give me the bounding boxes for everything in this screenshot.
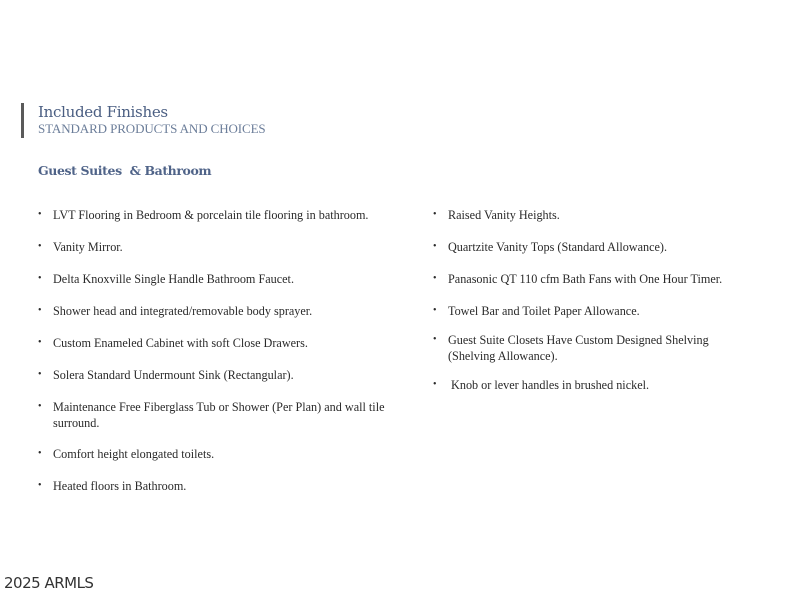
list-item: [433, 303, 640, 319]
list-item: [433, 377, 649, 393]
list-item-text: Knob or lever handles in brushed nickel.: [448, 378, 650, 392]
list-item: [38, 207, 368, 223]
list-item-text: Towel Bar and Toilet Paper Allowance.: [448, 304, 640, 318]
list-item: [38, 367, 294, 383]
list-item-text: Raised Vanity Heights.: [448, 208, 560, 222]
page-title: Included Finishes: [38, 103, 168, 121]
bullet-icon: •: [433, 379, 437, 390]
bullet-icon: •: [433, 334, 437, 345]
list-item-text: Panasonic QT 110 cfm Bath Fans with One Hour Timer.: [448, 272, 723, 286]
section-title: Guest Suites & Bathroom: [38, 163, 212, 178]
list-item: [433, 207, 560, 223]
bullet-icon: •: [38, 337, 42, 348]
list-item-text: Shower head and integrated/removable body sprayer.: [53, 304, 313, 318]
list-item-text: LVT Flooring in Bedroom & porcelain tile flooring in bathroom.: [53, 208, 369, 222]
header-block: [21, 103, 266, 138]
bullet-icon: •: [433, 241, 437, 252]
list-item-text: Guest Suite Closets Have Custom Designed Shelving (Shelving Allowance).: [448, 333, 712, 363]
list-item-text: Heated floors in Bathroom.: [53, 479, 187, 493]
list-item: [38, 303, 312, 319]
page-subtitle: STANDARD PRODUCTS AND CHOICES: [38, 121, 266, 136]
list-item: [38, 478, 186, 494]
bullet-icon: •: [38, 369, 42, 380]
list-item-text: Vanity Mirror.: [53, 240, 123, 254]
list-item: [38, 271, 294, 287]
bullet-icon: •: [38, 401, 42, 412]
list-item-text: Delta Knoxville Single Handle Bathroom Faucet.: [53, 272, 294, 286]
list-item-text: Custom Enameled Cabinet with soft Close Drawers.: [53, 336, 308, 350]
list-item: [38, 399, 408, 431]
list-item-text: Maintenance Free Fiberglass Tub or Shower (Per Plan) and wall tile surround.: [53, 400, 388, 430]
bullet-icon: •: [433, 209, 437, 220]
list-item: [38, 335, 308, 351]
bullet-icon: •: [433, 305, 437, 316]
bullet-icon: •: [433, 273, 437, 284]
bullet-icon: •: [38, 209, 42, 220]
list-item-text: Quartzite Vanity Tops (Standard Allowance).: [448, 240, 668, 254]
bullet-icon: •: [38, 273, 42, 284]
list-item-text: Comfort height elongated toilets.: [53, 447, 215, 461]
bullet-icon: •: [38, 241, 42, 252]
bullet-icon: •: [38, 480, 42, 491]
list-item: [38, 239, 123, 255]
list-item: [433, 239, 667, 255]
list-item: [433, 271, 722, 287]
list-item: [38, 446, 214, 462]
bullet-icon: •: [38, 305, 42, 316]
copyright-footer: 2025 ARMLS: [4, 574, 94, 592]
list-item-text: Solera Standard Undermount Sink (Rectangular).: [53, 368, 294, 382]
bullet-icon: •: [38, 448, 42, 459]
list-item: [433, 332, 738, 364]
